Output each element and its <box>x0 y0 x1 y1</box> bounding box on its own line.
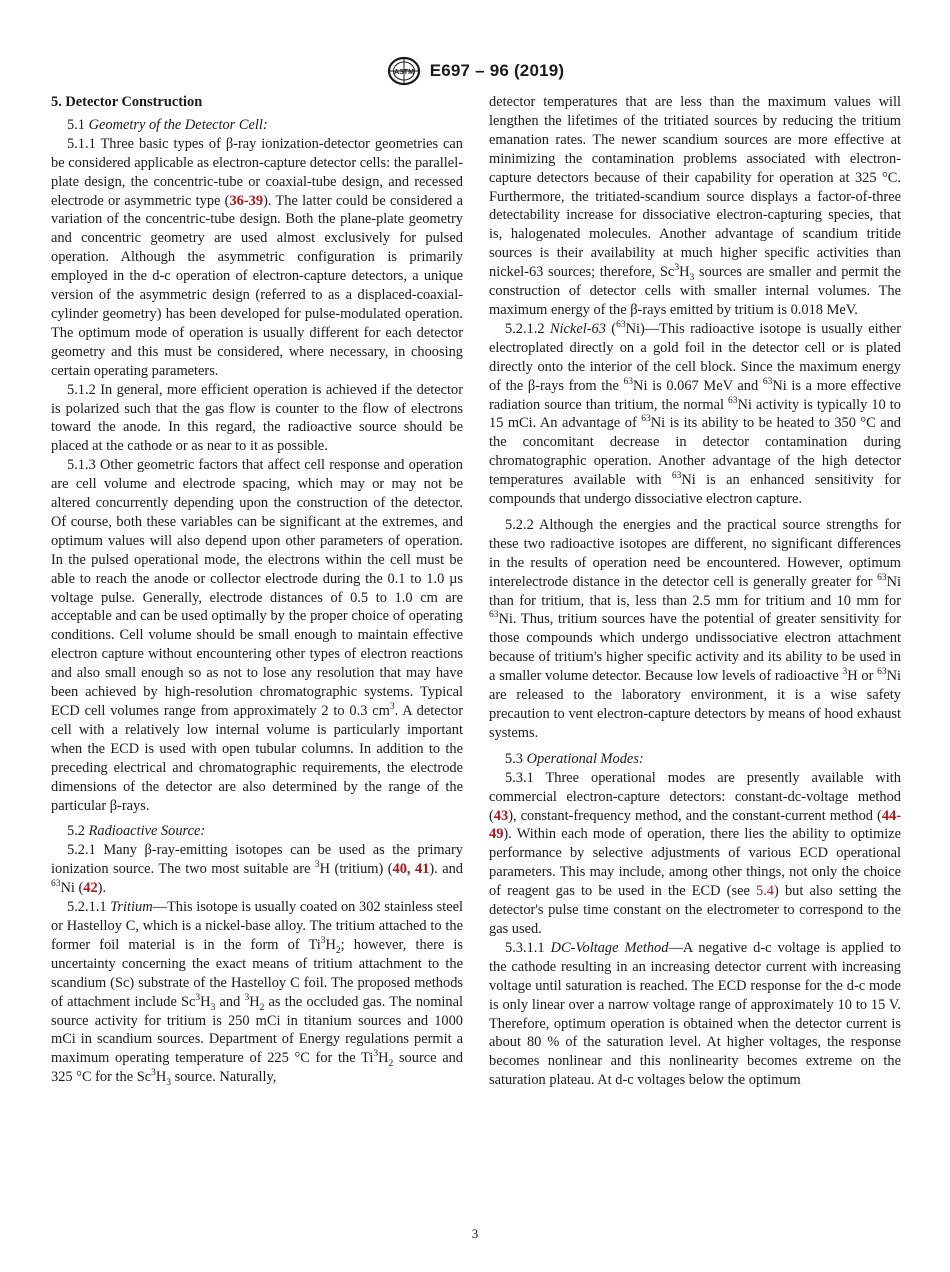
section-heading: 5. Detector Construction <box>51 94 203 110</box>
page-number: 3 <box>471 1226 479 1241</box>
paragraph-5-2-1-1: 5.2.1.1 Tritium—This isotope is usually coated on 302 stainless steel or Hastelloy C, which is a nickel-base alloy. The tritium attached to the former foil material is in the form of $Ti^3H_2$; however, there is uncertainty concerning the exact means of tritium attachment to the scandium (Sc) substrate of the Hastelloy C foil. The proposed methods of attachment include $Sc^3H_3$ and $^3H_2$ as the occluded gas. The nominal source activity for tritium is 250 mCi in titanium sources and 1000 mCi in scandium sources. Department of Energy regulations permit a maximum operating temperature of 225 °C for the $Ti^3H_2$ source and 325 °C for the $Sc^3H_3$ source. Naturally, <box>51 899 463 1089</box>
left-column <box>51 93 463 1087</box>
paragraph-5-2-1-2: 5.2.1.2 Nickel-63 ($^{63}$Ni)—This radioactive isotope is usually either electroplated directly on a gold foil in the detector cell or is plated directly onto the interior of the cell block. Since the maximum energy of the β-rays from the $^{63}$Ni is 0.067 MeV and $^{63}$Ni is a more effective radiation source than tritium, the normal $^{63}$Ni activity is typically 10 to 15 mCi. An advantage of $^{63}$Ni is its ability to be heated to 350 °C and the concomitant decrease in detector contamination during chromatographic operation. Another advantage of the high detector temperatures available with $^{63}$Ni is an enhanced sensitivity for compounds that undergo dissociative electron capture. <box>489 320 902 508</box>
subsection-title-5-1: 5.1 Geometry of the Detector Cell: <box>67 116 268 133</box>
paragraph-5-1-2: 5.1.2 In general, more efficient operation is achieved if the detector is polarized such that the gas flow is counter to the flow of electrons toward the anode. In this regard, the radioactive source should be placed at the cathode or as near to it as possible. <box>51 381 463 455</box>
subsection-title-5-2: 5.2 Radioactive Source: <box>67 823 206 840</box>
paragraph-5-1-3: 5.1.3 Other geometric factors that affect cell response and operation are cell volume and electrode spacing, which may or may not be altered concurrently depending upon the construction of the detector. Of course, both these variables can be significant at the extremes, and optimum values will also depend upon other parameters of operation. In the pulsed operational mode, the electrons within the cell must be able to reach the anode or collector electrode during the 0.1 to 1.0 µs voltage pulse. Generally, electrode distances of 0.5 to 1.0 cm are acceptable and can be used optimally by the proper choice of operating conditions. Cell volume should be small enough to maintain effective electron capture without encountering other types of electron reactions and also small enough so as not to lose any resolution that may have been achieved by high-resolution chromatographic systems. Typical ECD cell volumes range from approximately 2 to 0.3 $cm^3$. A detector cell with a relatively low internal volume is particularly important when the ECD is used with open tubular columns. In addition to the preceding electrical and chromatographic requirements, the electrode dimensions of the detector are also determined by the range of the particular β-rays. <box>51 457 464 814</box>
reference-link[interactable]: 36-39 <box>229 192 264 209</box>
paragraph-5-2-1: 5.2.1 Many β-ray-emitting isotopes can be used as the primary ionization source. The two most suitable are $^3$H (tritium) (40, 41). and $^{63}$Ni (42). <box>51 842 463 897</box>
reference-link[interactable]: 43 <box>493 807 509 824</box>
reference-link[interactable]: 42 <box>83 880 98 897</box>
page-header <box>0 56 950 86</box>
right-column <box>489 93 901 1090</box>
section-cross-reference-link[interactable]: 5.4 <box>756 883 775 900</box>
reference-link[interactable]: 40, 41 <box>392 861 430 878</box>
paragraph-continued: detector temperatures that are less than the maximum values will lengthen the lifetimes of the tritiated sources by reducing the tritium emanation rates. The newer scandium sources are more effective at minimizing the contamination problems associated with electron-capture detectors because of their capability for operation at 325 °C. Furthermore, the tritiated-scandium source displays a factor-of-three detectability increase for dissociative electron-capturing species, that is, halogenated molecules. Another advantage of scandium tritide sources is their availability at much higher specific activities than nickel-63 sources; therefore, $Sc^3H_3$ sources are smaller and permit the construction of detector cells with smaller internal volumes. The maximum energy of the β-rays emitted by tritium is 0.018 MeV. <box>489 94 901 318</box>
paragraph-5-3-1: 5.3.1 Three operational modes are presently available with commercial electron-capture detectors: constant-dc-voltage method (43), constant-frequency method, and the constant-current method (44-49). Within each mode of operation, there lies the ability to optimize performance by selective adjustments of various ECD operational parameters. This may include, among other things, not only the choice of reagent gas to be used in the ECD (see 5.4) but also setting the detector's pulse time constant on the electrometer to correspond to the gas used. <box>489 769 901 937</box>
paragraph-5-2-2: 5.2.2 Although the energies and the practical source strengths for these two radioactive isotopes are different, no significant differences in the results of operation need be encountered. However, optimum interelectrode distance in the detector cell is generally greater for $^{63}$Ni than for tritium, that is, less than 2.5 mm for tritium and 10 mm for $^{63}$Ni. Thus, tritium sources have the potential of greater sensitivity for those compounds which undergo undissociative electron attachment because of tritium's higher specific activity and its ability to be used in a smaller volume detector. Because low levels of radioactive $^3$H or $^{63}$Ni are released to the laboratory environment, it is a wise safety precaution to vent electron-capture detectors by means of hood exhaust systems. <box>489 516 902 741</box>
astm-logo-icon <box>386 56 422 86</box>
paragraph-5-3-1-1: 5.3.1.1 DC-Voltage Method—A negative d-c voltage is applied to the cathode resulting in an increasing detector current with increasing voltage until saturation is reached. The ECD response for the d-c mode is only linear over a narrow voltage range of approximately 10 to 15 V. Therefore, optimum operation is obtained when the detector current is about 80 % of the saturation level. At higher voltages, the response becomes nonlinear and this nonlinearity becomes extreme on the saturation plateau. At d-c voltages below the optimum <box>489 939 901 1089</box>
astm-logo-text: ASTM <box>393 69 414 76</box>
reference-link[interactable]: 44-49 <box>489 807 901 843</box>
paragraph-5-1-1: 5.1.1 Three basic types of β-ray ionization-detector geometries can be considered applicable as electron-capture detector cells: the parallel-plate design, the concentric-tube or coaxial-tube design, and recessed electrode or asymmetric type (36-39). The latter could be considered a variation of the concentric-tube design. Both the plane-plate geometry and concentric geometry are used almost exclusively for pulsed operation. Although the asymmetric configuration is primarily employed in the d-c operation of electron-capture detectors, a unique version of the asymmetric design (referred to as a displaced-coaxial-cylinder geometry) has been developed for pulse-modulated operation. The optimum mode of operation is usually different for each detector geometry and this must be considered, where necessary, in choosing certain operating parameters. <box>51 135 463 379</box>
designation: E697 – 96 (2019) <box>429 61 565 80</box>
subsection-title-5-3: 5.3 Operational Modes: <box>505 750 644 767</box>
